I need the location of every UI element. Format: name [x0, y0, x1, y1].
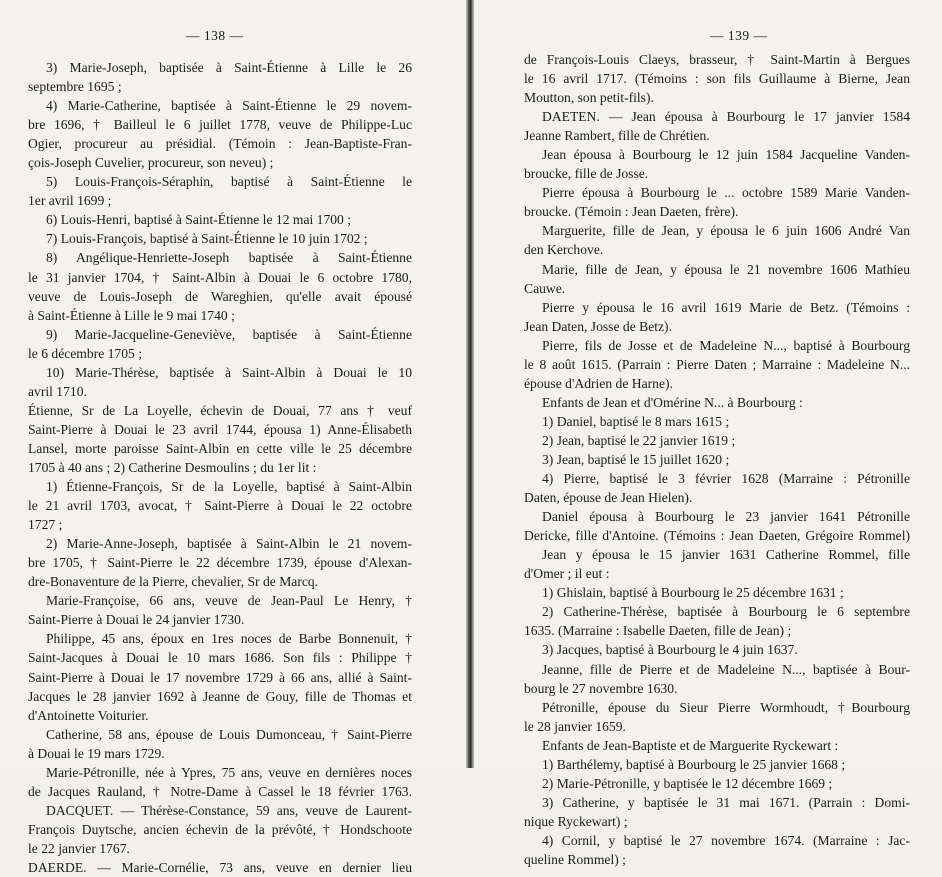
- text-line: Jean y épousa le 15 janvier 1631 Catherine Rommel, fille: [542, 547, 910, 563]
- text-line: 1) Daniel, baptisé le 8 mars 1615 ;: [542, 413, 730, 429]
- text-line: 1) Étienne-François, Sr de la Loyelle, baptisé à Saint-Albin: [46, 479, 412, 495]
- text-line: Marie, fille de Jean, y épousa le 21 novembre 1606 Mathieu: [542, 261, 910, 277]
- text-line: Moutton, son petit-fils).: [524, 90, 654, 106]
- text-line: François Duytsche, ancien échevin de la prévôté, † Hondschoote: [28, 821, 412, 837]
- text-line: 3) Jean, baptisé le 15 juillet 1620 ;: [542, 451, 730, 467]
- text-line: den Kerchove.: [524, 242, 604, 258]
- left-page-text: [28, 58, 412, 877]
- text-line: d'Omer ; il eut :: [524, 566, 610, 582]
- text-line: 2) Marie-Anne-Joseph, baptisée à Saint-Albin le 21 novem-: [46, 536, 412, 552]
- text-line: Marie-Françoise, 66 ans, veuve de Jean-Paul Le Henry, †: [46, 593, 412, 609]
- text-line: le 31 janvier 1704, † Saint-Albin à Douai le 6 octobre 1780,: [28, 269, 412, 285]
- text-line: Ogier, procureur au présidial. (Témoin : Jean-Baptiste-Fran-: [28, 136, 412, 152]
- text-line: Jacques le 28 janvier 1692 à Jeanne de Gouy, fille de Thomas et: [28, 688, 412, 704]
- text-line: de Jacques Rauland, † Notre-Dame à Cassel le 18 février 1763.: [28, 783, 412, 799]
- text-line: Jeanne Rambert, fille de Chrétien.: [524, 128, 710, 144]
- text-line: Saint-Pierre à Douai le 17 novembre 1729 à 66 ans, allié à Saint-: [28, 669, 412, 685]
- text-line: 9) Marie-Jacqueline-Geneviève, baptisée à Saint-Étienne: [46, 326, 412, 342]
- text-line: 2) Catherine-Thérèse, baptisée à Bourbourg le 6 septembre: [542, 604, 910, 620]
- text-line: Enfants de Jean-Baptiste et de Marguerite Ryckewart :: [542, 737, 839, 753]
- text-line: 1635. (Marraine : Isabelle Daeten, fille de Jean) ;: [524, 623, 792, 639]
- text-line: Philippe, 45 ans, époux en 1res noces de Barbe Bonnenuit, †: [46, 631, 412, 647]
- text-line: DAETEN. — Jean épousa à Bourbourg le 17 janvier 1584: [542, 109, 910, 125]
- text-line: DACQUET. — Thérèse-Constance, 59 ans, veuve de Laurent-: [46, 802, 412, 818]
- text-line: bre 1705, † Saint-Pierre le 22 décembre 1739, épouse d'Alexan-: [28, 555, 412, 571]
- text-line: Enfants de Jean et d'Omérine N... à Bourbourg :: [542, 394, 803, 410]
- text-line: bre 1696, † Bailleul le 6 juillet 1778, veuve de Philippe-Luc: [28, 117, 412, 133]
- text-line: le 22 janvier 1767.: [28, 840, 130, 856]
- text-line: Dericke, fille d'Antoine. (Témoins : Jean Daeten, Grégoire Rommel): [524, 528, 910, 544]
- text-line: septembre 1695 ;: [28, 79, 122, 95]
- text-line: Pétronille, épouse du Sieur Pierre Wormhoudt, †Bourbourg: [542, 699, 910, 715]
- page-number-138: — 138 —: [186, 28, 244, 43]
- text-line: 4) Pierre, baptisé le 3 février 1628 (Marraine : Pétronille: [542, 471, 910, 487]
- text-line: Jean épousa à Bourbourg le 12 juin 1584 Jacqueline Vanden-: [542, 147, 910, 163]
- text-line: Marie-Pétronille, née à Ypres, 75 ans, veuve en dernières noces: [46, 764, 412, 780]
- text-line: 3) Catherine, y baptisée le 31 mai 1671. (Parrain : Domi-: [542, 794, 910, 810]
- text-line: Jeanne, fille de Pierre et de Madeleine N..., baptisée à Bour-: [542, 661, 910, 677]
- left-page: [0, 0, 466, 875]
- text-line: 6) Louis-Henri, baptisé à Saint-Étienne le 12 mai 1700 ;: [46, 212, 352, 228]
- text-line: le 21 avril 1703, avocat, † Saint-Pierre à Douai le 22 octobre: [28, 498, 412, 514]
- right-page-text: [524, 50, 910, 869]
- text-line: 1er avril 1699 ;: [28, 193, 112, 209]
- text-line: le 8 août 1615. (Parrain : Pierre Daten ; Marraine : Madeleine N...: [524, 356, 910, 372]
- text-line: le 6 décembre 1705 ;: [28, 345, 142, 361]
- text-line: dre-Bonaventure de la Pierre, chevalier, Sr de Marcq.: [28, 574, 319, 590]
- text-line: à Saint-Étienne à Lille le 9 mai 1740 ;: [28, 307, 235, 323]
- text-line: Daniel épousa à Bourbourg le 23 janvier 1641 Pétronille: [542, 509, 910, 525]
- text-line: Saint-Pierre à Douai le 23 avril 1744, épousa 1) Anne-Élisabeth: [28, 421, 412, 437]
- text-line: 3) Jacques, baptisé à Bourbourg le 4 juin 1637.: [542, 642, 798, 658]
- text-line: Pierre, fils de Josse et de Madeleine N..., baptisé à Bourbourg: [542, 337, 910, 353]
- text-line: le 28 janvier 1659.: [524, 718, 626, 734]
- text-line: le 16 avril 1717. (Témoins : son fils Guillaume à Bierne, Jean: [524, 71, 910, 87]
- text-line: Pierre y épousa le 16 avril 1619 Marie de Betz. (Témoins :: [542, 299, 910, 315]
- text-line: d'Antoinette Voiturier.: [28, 707, 149, 723]
- right-page: [474, 0, 942, 867]
- text-line: DAERDE. — Marie-Cornélie, 73 ans, veuve en dernier lieu: [28, 859, 412, 875]
- text-line: Lansel, morte paroisse Saint-Albin en cette ville le 25 décembre: [28, 440, 412, 456]
- page-number-139: — 139 —: [710, 28, 768, 43]
- text-line: queline Rommel) ;: [524, 851, 626, 867]
- text-line: de François-Louis Claeys, brasseur, † Saint-Martin à Bergues: [524, 52, 910, 67]
- text-line: 8) Angélique-Henriette-Joseph baptisée à Saint-Étienne: [46, 250, 412, 266]
- text-line: Saint-Jacques à Douai le 10 mars 1686. Son fils : Philippe †: [28, 650, 412, 666]
- text-line: broucke, fille de Josse.: [524, 166, 649, 182]
- text-line: Marguerite, fille de Jean, y épousa le 6 juin 1606 André Van: [542, 223, 910, 239]
- text-line: 2) Marie-Pétronille, y baptisée le 12 décembre 1669 ;: [542, 775, 833, 791]
- text-line: 1727 ;: [28, 517, 63, 533]
- text-line: épouse d'Adrien de Harne).: [524, 375, 673, 391]
- text-line: çois-Joseph Cuvelier, procureur, son neveu) ;: [28, 155, 274, 171]
- text-line: broucke. (Témoin : Jean Daeten, frère).: [524, 204, 739, 220]
- text-line: Étienne, Sr de La Loyelle, échevin de Douai, 77 ans † veuf: [28, 402, 412, 418]
- text-line: à Douai le 19 mars 1729.: [28, 745, 165, 761]
- text-line: Cauwe.: [524, 280, 566, 296]
- text-line: 1) Ghislain, baptisé à Bourbourg le 25 décembre 1631 ;: [542, 585, 844, 601]
- text-line: 4) Cornil, y baptisé le 27 novembre 1674. (Marraine : Jac-: [542, 832, 910, 848]
- text-line: Pierre épousa à Bourbourg le ... octobre 1589 Marie Vanden-: [542, 185, 910, 201]
- text-line: 2) Jean, baptisé le 22 janvier 1619 ;: [542, 432, 736, 448]
- text-line: 3) Marie-Joseph, baptisée à Saint-Étienne à Lille le 26: [46, 60, 412, 75]
- text-line: 4) Marie-Catherine, baptisée à Saint-Étienne le 29 novem-: [46, 98, 412, 114]
- text-line: veuve de Louis-Joseph de Wareghien, qu'elle avait épousé: [28, 288, 412, 304]
- text-line: nique Ryckewart) ;: [524, 813, 628, 829]
- text-line: Daten, épouse de Jean Hielen).: [524, 490, 693, 506]
- text-line: Catherine, 58 ans, épouse de Louis Dumonceau, † Saint-Pierre: [46, 726, 412, 742]
- text-line: 1705 à 40 ans ; 2) Catherine Desmoulins ; du 1er lit :: [28, 459, 317, 475]
- text-line: Saint-Pierre à Douai le 24 janvier 1730.: [28, 612, 245, 628]
- text-line: avril 1710.: [28, 383, 87, 399]
- text-line: 10) Marie-Thérèse, baptisée à Saint-Albin à Douai le 10: [46, 364, 412, 380]
- text-line: 1) Barthélemy, baptisé à Bourbourg le 25 janvier 1668 ;: [542, 756, 846, 772]
- text-line: bourg le 27 novembre 1630.: [524, 680, 678, 696]
- text-line: 5) Louis-François-Séraphin, baptisé à Saint-Étienne le: [46, 174, 412, 190]
- text-line: Jean Daten, Josse de Betz).: [524, 318, 672, 334]
- book-gutter: [466, 0, 474, 768]
- text-line: 7) Louis-François, baptisé à Saint-Étienne le 10 juin 1702 ;: [46, 231, 368, 247]
